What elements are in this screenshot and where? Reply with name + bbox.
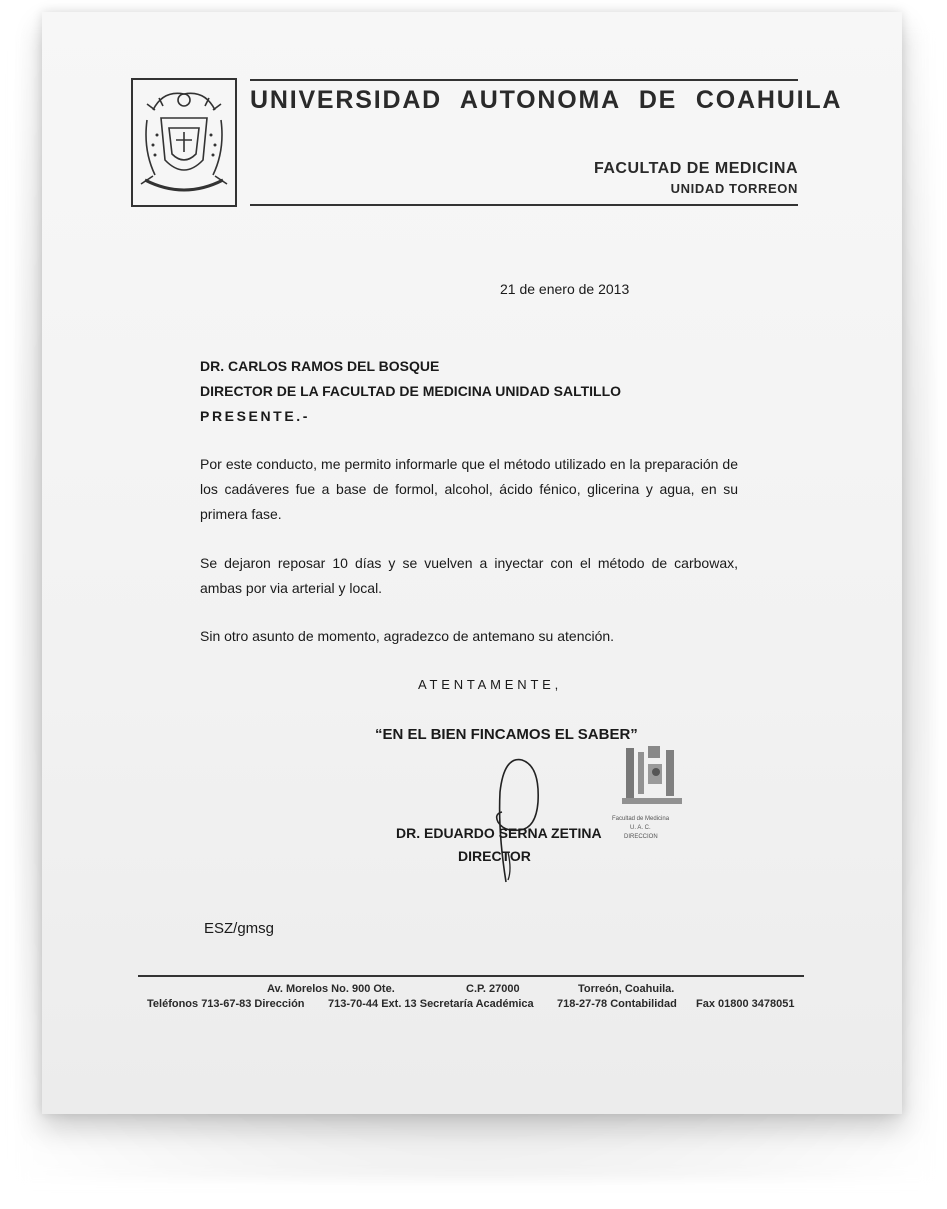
reference-initials: ESZ/gmsg bbox=[204, 920, 275, 937]
salutation: PRESENTE.- bbox=[200, 408, 311, 424]
footer-fax: Fax 01800 3478051 bbox=[696, 998, 795, 1010]
university-name: UNIVERSIDAD AUTONOMA DE COAHUILA bbox=[250, 86, 843, 114]
footer-address: Av. Morelos No. 900 Ote. bbox=[267, 983, 395, 995]
stamp-seal-icon bbox=[612, 742, 702, 812]
signature-icon bbox=[478, 752, 548, 887]
university-seal bbox=[131, 78, 237, 207]
eagle-seal-icon bbox=[133, 80, 235, 205]
faculty-stamp bbox=[612, 742, 702, 847]
paragraph-thanks: Sin otro asunto de momento, agradezco de antemano su atención. bbox=[200, 628, 615, 644]
unit-name: UNIDAD TORREON bbox=[670, 181, 798, 196]
signer-role: DIRECTOR bbox=[458, 848, 531, 864]
stamp-text-3: DIRECCION bbox=[624, 834, 658, 840]
footer-phone-secretaria: 713-70-44 Ext. 13 Secretaría Académica bbox=[328, 998, 534, 1010]
footer-phone-contabilidad: 718-27-78 Contabilidad bbox=[557, 998, 677, 1010]
footer-postal-code: C.P. 27000 bbox=[466, 983, 520, 995]
stamp-text-1: Facultad de Medicina bbox=[612, 816, 670, 822]
paragraph-rest: Se dejaron reposar 10 días y se vuelven a inyectar con el método de carbowax, ambas por via arterial y local. bbox=[200, 555, 738, 596]
motto: “EN EL BIEN FINCAMOS EL SABER” bbox=[375, 726, 638, 743]
header-bottom-rule bbox=[250, 204, 798, 206]
closing: ATENTAMENTE, bbox=[418, 677, 563, 692]
footer-rule bbox=[138, 975, 804, 977]
signer-name: DR. EDUARDO SERNA ZETINA bbox=[396, 825, 602, 841]
recipient-name: DR. CARLOS RAMOS DEL BOSQUE bbox=[200, 358, 440, 374]
recipient-title: DIRECTOR DE LA FACULTAD DE MEDICINA UNIDAD SALTILLO bbox=[200, 383, 622, 399]
footer-phone-direccion: Teléfonos 713-67-83 Dirección bbox=[147, 998, 305, 1010]
letter-date: 21 de enero de 2013 bbox=[500, 281, 630, 297]
stamp-text-2: U. A. C. bbox=[630, 825, 651, 831]
header-top-rule bbox=[250, 79, 798, 81]
faculty-name: FACULTAD DE MEDICINA bbox=[593, 160, 798, 177]
paragraph-method: Por este conducto, me permito informarle que el método utilizado en la preparación de los cadáveres fue a base de formol, alcohol, ácido fénico, glicerina y agua, en su primera fase. bbox=[200, 456, 738, 522]
footer-city: Torreón, Coahuila. bbox=[578, 983, 675, 995]
